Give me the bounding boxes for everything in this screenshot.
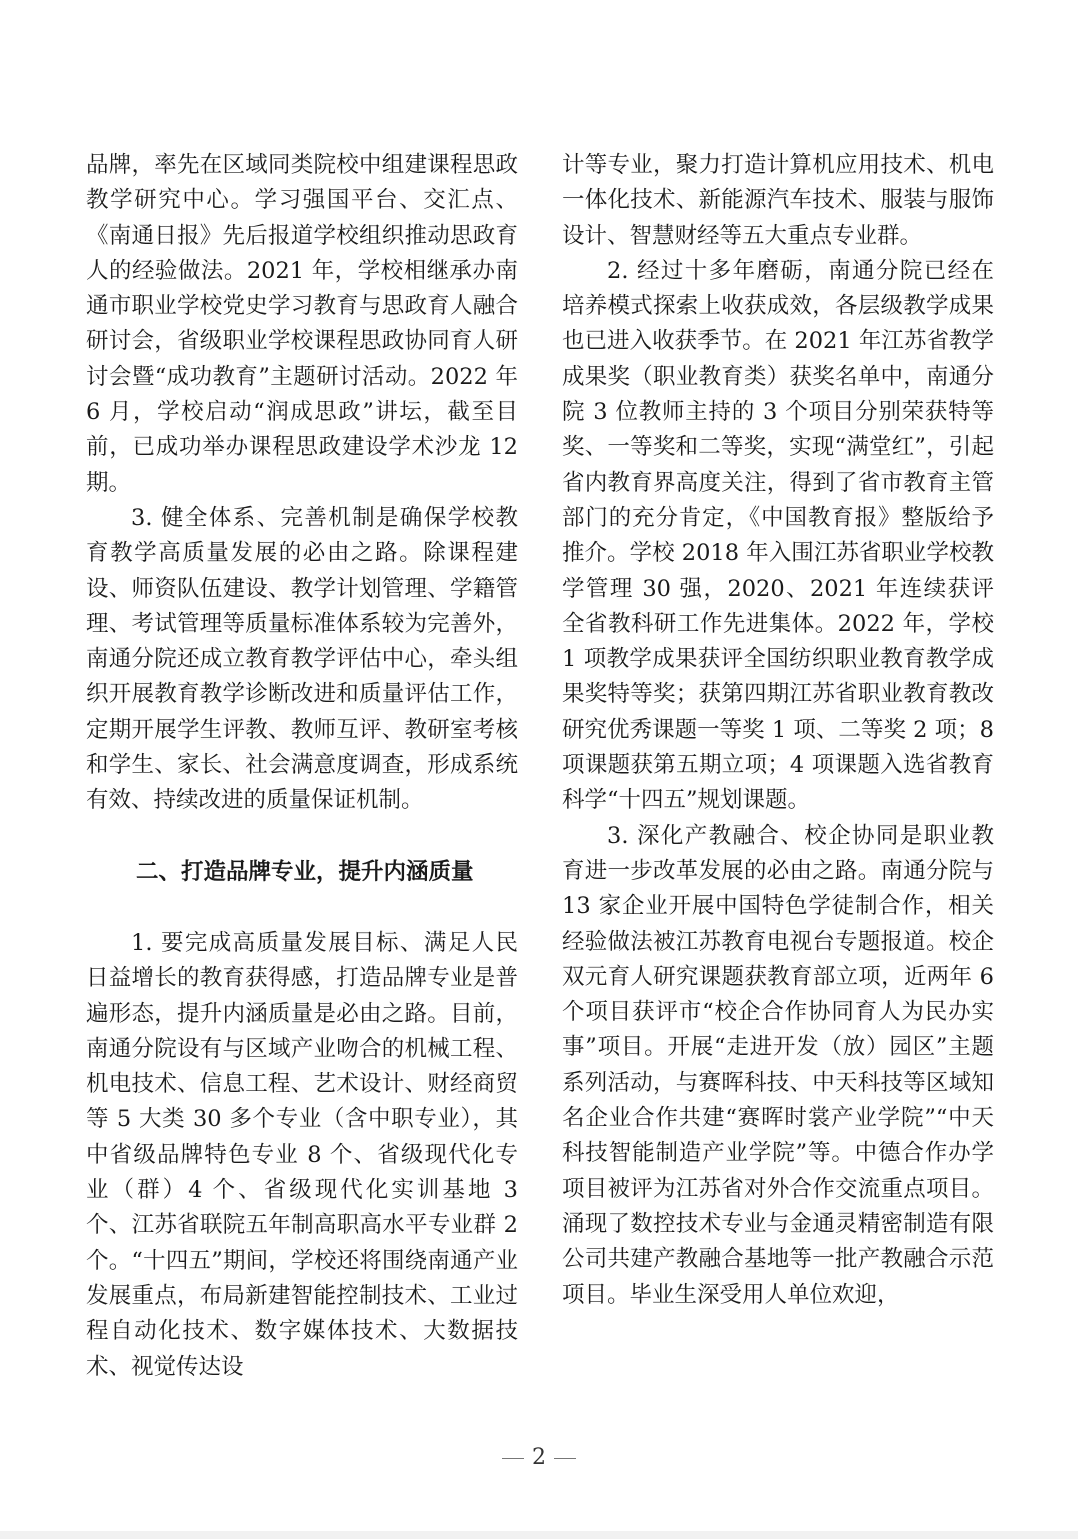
bottom-strip <box>0 1531 1078 1539</box>
paragraph: 1. 要完成高质量发展目标、满足人民日益增长的教育获得感，打造品牌专业是普遍形态，提升内涵质量是必由之路。目前，南通分院设有与区域产业吻合的机械工程、机电技术、信息工程、艺术设计、财经商贸等 5 大类 30 多个专业（含中职专业），其中省级品牌特色专业 8 个、省级现代化专业（群）4 个、省级现代化实训基地 3 个、江苏省联院五年制高职高水平专业群 2 个。“十四五”期间，学校还将围绕南通产业发展重点，布局新建智能控制技术、工业过程自动化技术、数字媒体技术、大数据技术、视觉传达设 <box>86 929 518 1380</box>
paragraph: 品牌，率先在区域同类院校中组建课程思政教学研究中心。学习强国平台、交汇点、《南通日报》先后报道学校组织推动思政育人的经验做法。2021 年，学校相继承办南通市职业学校党史学习教育与思政育人融合研讨会，省级职业学校课程思政协同育人研讨会暨“成功教育”主题研讨活动。2022 年 6 月，学校启动“润成思政”讲坛，截至目前，已成功举办课程思政建设学术沙龙 12 期。 <box>86 152 518 496</box>
section-heading: 二、打造品牌专业，提升内涵质量 <box>136 858 474 885</box>
dash-right <box>554 1458 576 1459</box>
paragraph: 2. 经过十多年磨砺，南通分院已经在培养模式探索上收获成效，各层级教学成果也已进入收获季节。在 2021 年江苏省教学成果奖（职业教育类）获奖名单中，南通分院 3 位教师主持的 3 个项目分别荣获特等奖、一等奖和二等奖，实现“满堂红”，引起省内教育界高度关注，得到了省市教育主管部门的充分肯定，《中国教育报》整版给予推介。学校 2018 年入围江苏省职业学校教学管理 30 强，2020、2021 年连续获评全省教科研工作先进集体。2022 年，学校 1 项教学成果获评全国纺织职业教育教学成果奖特等奖；获第四期江苏省职业教育教改研究优秀课题一等奖 1 项、二等奖 2 项；8 项课题获第五期立项；4 项课题入选省教育科学“十四五”规划课题。 <box>562 257 994 814</box>
page-number-text: 2 <box>532 1445 546 1470</box>
left-column <box>86 148 518 1385</box>
paragraph: 计等专业，聚力打造计算机应用技术、机电一体化技术、新能源汽车技术、服装与服饰设计、智慧财经等五大重点专业群。 <box>562 152 994 249</box>
paragraph: 3. 健全体系、完善机制是确保学校教育教学高质量发展的必由之路。除课程建设、师资队伍建设、教学计划管理、学籍管理、考试管理等质量标准体系较为完善外，南通分院还成立教育教学评估中心，牵头组织开展教育教学诊断改进和质量评估工作，定期开展学生评教、教师互评、教研室考核和学生、家长、社会满意度调查，形成系统有效、持续改进的质量保证机制。 <box>86 504 518 814</box>
right-column <box>562 148 994 1313</box>
dash-left <box>502 1458 524 1459</box>
page-number <box>0 1445 1078 1470</box>
paragraph: 3. 深化产教融合、校企协同是职业教育进一步改革发展的必由之路。南通分院与 13 家企业开展中国特色学徒制合作，相关经验做法被江苏教育电视台专题报道。校企双元育人研究课题获教育部立项，近两年 6 个项目获评市“校企合作协同育人为民办实事”项目。开展“走进开发（放）园区”主题系列活动，与赛晖科技、中天科技等区域知名企业合作共建“赛晖时裳产业学院”“中天科技智能制造产业学院”等。中德合作办学项目被评为江苏省对外合作交流重点项目。涌现了数控技术专业与金通灵精密制造有限公司共建产教融合基地等一批产教融合示范项目。毕业生深受用人单位欢迎， <box>562 822 994 1308</box>
